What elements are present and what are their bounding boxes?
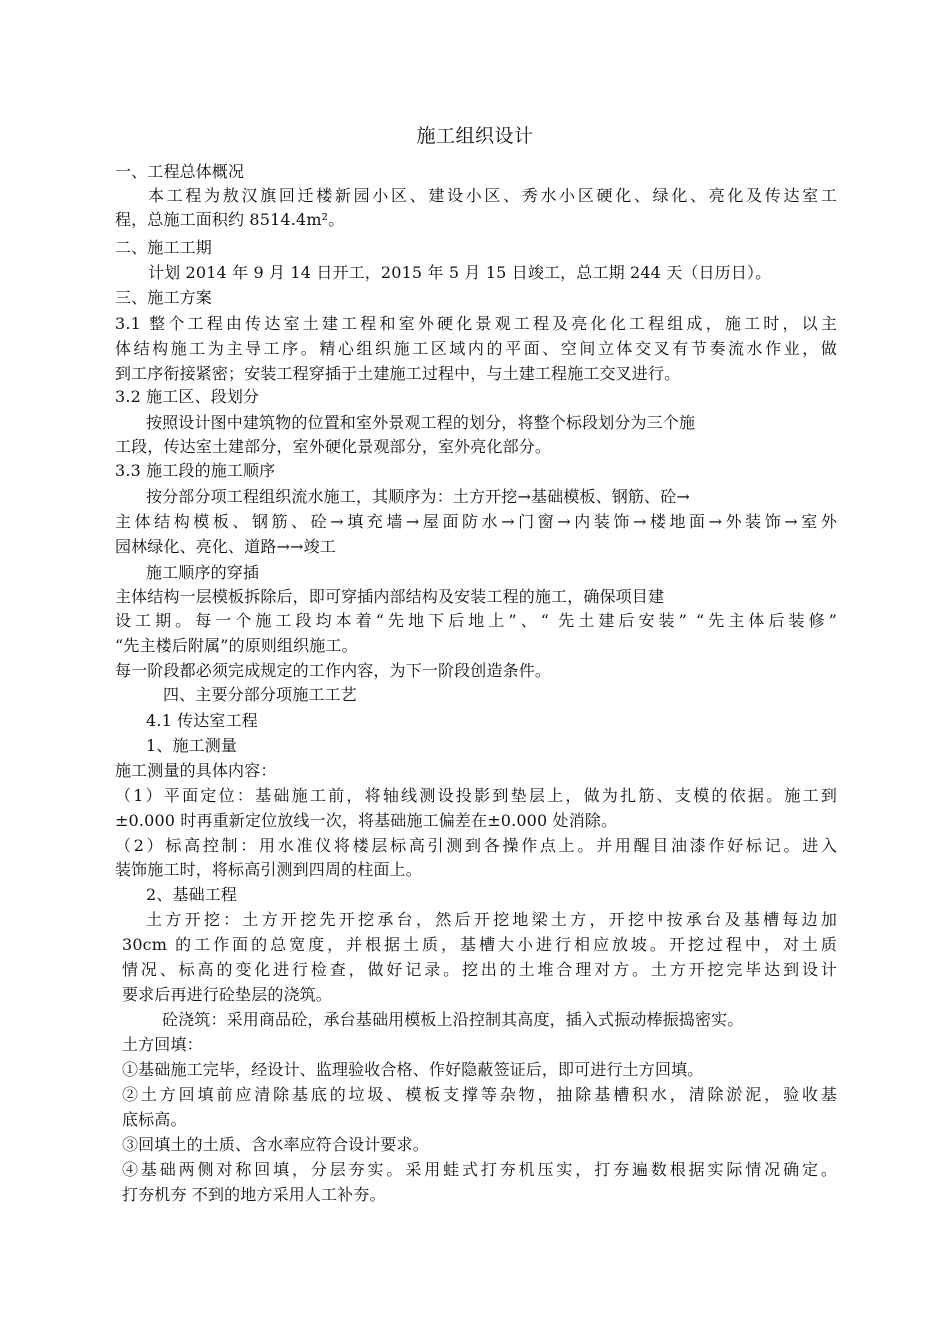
paragraph-line: 土方回填： <box>122 1035 203 1054</box>
paragraph-line: 装饰施工时，将标高引测到四周的柱面上。 <box>115 860 422 879</box>
subheading: 3.2 施工区、段划分 <box>115 387 260 406</box>
paragraph-line: 主体结构模板、钢筋、砼→填充墙→屋面防水→门窗→内装饰→楼地面→外装饰→室外 <box>115 512 837 531</box>
paragraph-line: 情况、标高的变化进行检查，做好记录。挖出的土堆合理对方。土方开挖完毕达到设计 <box>122 960 837 979</box>
paragraph-line: 按照设计图中建筑物的位置和室外景观工程的划分，将整个标段划分为三个施 <box>146 413 696 432</box>
paragraph-line: 工段，传达室土建部分，室外硬化景观部分，室外亮化部分。 <box>115 437 552 456</box>
paragraph-line: 砼浇筑：采用商品砼，承台基础用模板上沿控制其高度，插入式振动棒振捣密实。 <box>162 1010 744 1029</box>
heading-2: 二、施工工期 <box>115 238 212 257</box>
list-item: ②土方回填前应清除基底的垃圾、模板支撑等杂物，抽除基槽积水，清除淤泥，验收基 <box>122 1085 837 1104</box>
heading-3: 三、施工方案 <box>115 288 212 307</box>
page-title: 施工组织设计 <box>416 125 534 147</box>
paragraph-line: 设工期。每一个施工段均本着“先地下后地上”、“ 先土建后安装” “先主体后装修” <box>115 611 837 630</box>
paragraph-line: 本工程为敖汉旗回迁楼新园小区、建设小区、秀水小区硬化、绿化、亮化及传达室工 <box>148 186 837 205</box>
paragraph-line: ±0.000 时再重新定位放线一次，将基础施工偏差在±0.000 处消除。 <box>115 811 618 830</box>
paragraph-line: 土方开挖：土方开挖先开挖承台，然后开挖地梁土方，开挖中按承台及基槽每边加 <box>146 910 837 929</box>
paragraph-line: 打夯机夯 不到的地方采用人工补夯。 <box>122 1185 386 1204</box>
subheading: 3.3 施工段的施工顺序 <box>115 461 276 480</box>
paragraph-line: 30cm 的工作面的总宽度，并根据土质，基槽大小进行相应放坡。开挖过程中，对土质 <box>122 935 837 954</box>
heading-1: 一、工程总体概况 <box>115 162 245 181</box>
paragraph-line: “先主楼后附属”的原则组织施工。 <box>115 636 358 655</box>
paragraph-line: 施工测量的具体内容： <box>115 761 277 780</box>
paragraph-line: 园林绿化、亮化、道路→→竣工 <box>115 537 336 556</box>
paragraph-line: 到工序衔接紧密；安装工程穿插于土建施工过程中，与土建工程施工交叉进行。 <box>115 364 681 383</box>
heading-4: 四、主要分部分项施工工艺 <box>163 685 357 704</box>
paragraph-line: 主体结构一层模板拆除后，即可穿插内部结构及安装工程的施工，确保项目建 <box>115 587 665 606</box>
subheading: 1、施工测量 <box>146 736 238 755</box>
paragraph-line: （1）平面定位：基础施工前，将轴线测设投影到垫层上，做为扎筋、支模的依据。施工到 <box>115 786 837 805</box>
paragraph-line: 3.1 整个工程由传达室土建工程和室外硬化景观工程及亮化化工程组成，施工时，以主 <box>115 314 837 333</box>
paragraph-line: 计划 2014 年 9 月 14 日开工，2015 年 5 月 15 日竣工，总工期 244 天（日历日）。 <box>148 263 772 282</box>
list-item: ③回填土的土质、含水率应符合设计要求。 <box>122 1135 429 1154</box>
subheading: 施工顺序的穿插 <box>146 563 260 582</box>
list-item: ④基础两侧对称回填，分层夯实。采用蛙式打夯机压实，打夯遍数根据实际情况确定。 <box>122 1160 837 1179</box>
paragraph-line: 按分部分项工程组织流水施工，其顺序为：土方开挖→基础模板、钢筋、砼→ <box>146 487 690 506</box>
paragraph-line: 程，总施工面积约 8514.4m²。 <box>115 210 345 229</box>
paragraph-line: （2）标高控制：用水准仪将楼层标高引测到各操作点上。并用醒目油漆作好标记。进入 <box>115 836 837 855</box>
paragraph-line: 体结构施工为主导工序。精心组织施工区域内的平面、空间立体交叉有节奏流水作业，做 <box>115 339 837 358</box>
subheading: 4.1 传达室工程 <box>146 711 258 730</box>
list-item: ①基础施工完毕，经设计、监理验收合格、作好隐蔽签证后，即可进行土方回填。 <box>122 1060 704 1079</box>
paragraph-line: 要求后再进行砼垫层的浇筑。 <box>122 985 332 1004</box>
paragraph-line: 底标高。 <box>122 1110 187 1129</box>
subheading: 2、基础工程 <box>146 885 238 904</box>
paragraph-line: 每一阶段都必须完成规定的工作内容，为下一阶段创造条件。 <box>115 661 552 680</box>
